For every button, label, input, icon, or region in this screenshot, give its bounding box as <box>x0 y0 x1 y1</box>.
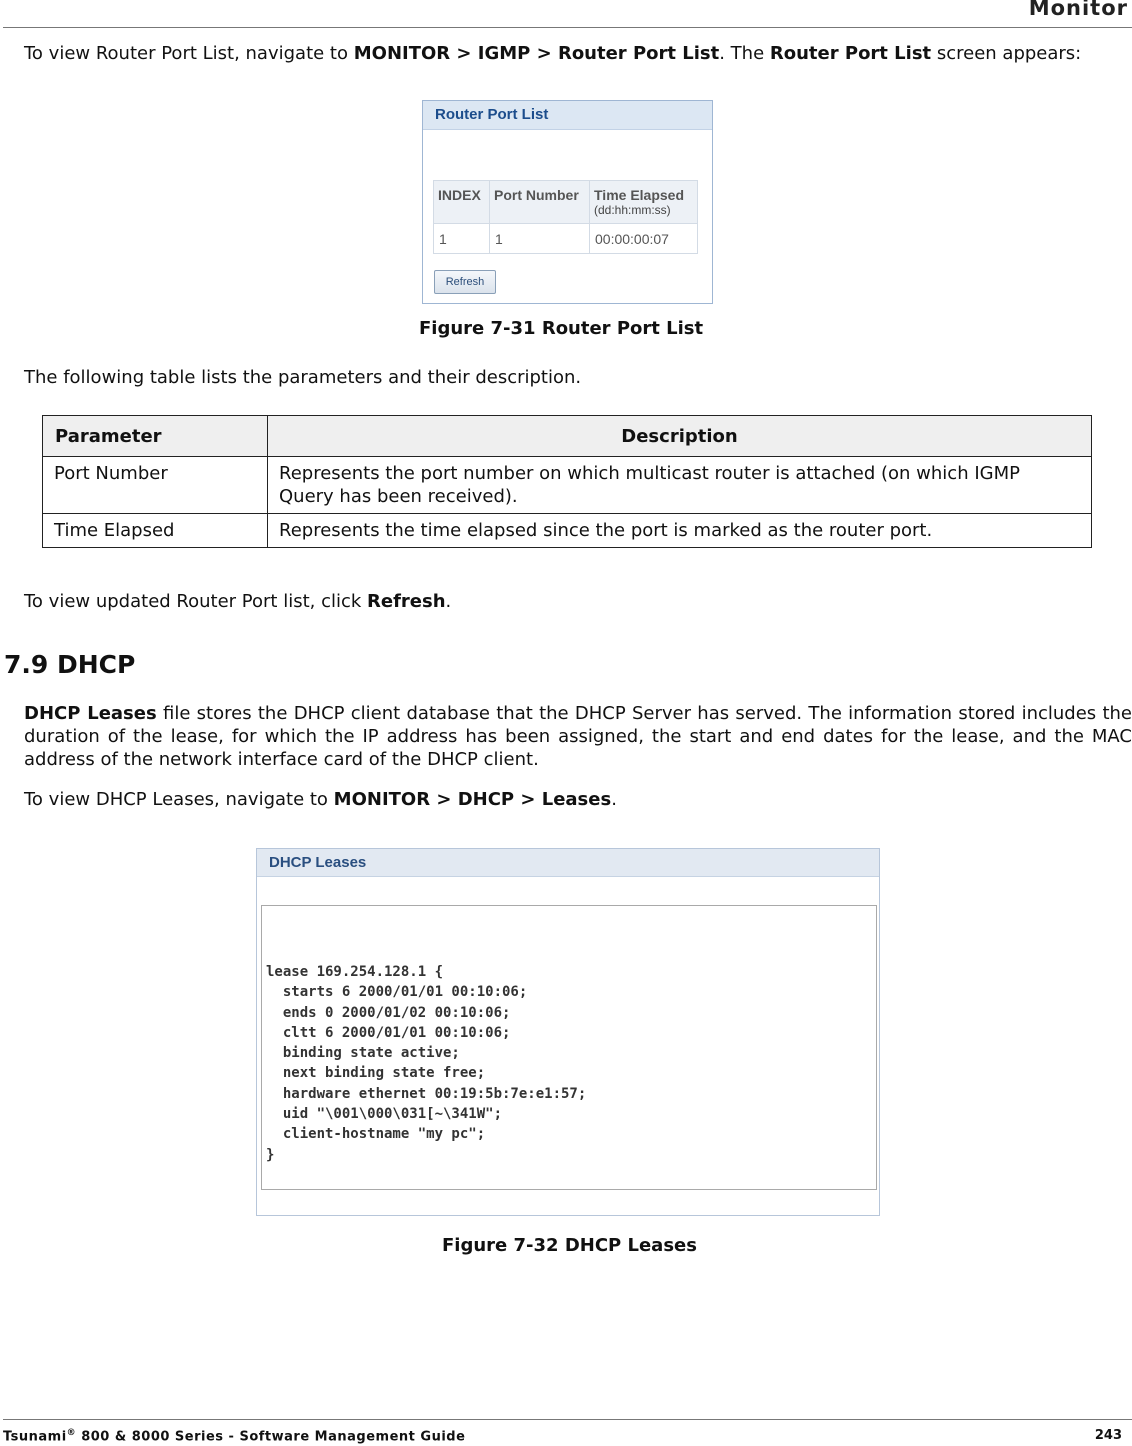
dhcp-leases-term: DHCP Leases <box>24 703 157 724</box>
running-header: Monitor <box>1028 0 1128 20</box>
cell-index: 1 <box>434 224 490 254</box>
dhcp-nav-path: MONITOR > DHCP > Leases <box>333 789 612 810</box>
lease-textarea[interactable] <box>261 905 877 1190</box>
dhcp-description <box>24 702 1132 771</box>
parameter-table-header <box>43 416 1092 457</box>
lease-content: lease 169.254.128.1 { starts 6 2000/01/01 00:10:06; ends 0 2000/01/02 00:10:06; cltt 6 2000/01/01 00:10:06; binding state active; next binding state free; hardware ethernet 00:19:5b:7e:e1:57; uid "\001\000\031[~\341W"; client-hostname "my pc"; } <box>266 964 587 1163</box>
dhcp-leases-figure <box>256 848 880 1216</box>
dhcp-description-text: file stores the DHCP client database that the DHCP Server has served. The information stored includes the duration of the lease, for which the IP address has been assigned, the start and end dates for the lease, and the MAC address of the network interface card of the DHCP client. <box>24 703 1132 770</box>
router-port-table <box>433 180 698 254</box>
footer-guide-title <box>3 1428 465 1444</box>
param-name: Port Number <box>43 457 268 514</box>
figure2-caption: Figure 7-32 DHCP Leases <box>442 1235 697 1256</box>
refresh-note <box>24 590 451 613</box>
col-time-elapsed-label: Time Elapsed <box>594 187 685 203</box>
header-rule <box>3 27 1132 28</box>
section-heading: 7.9 DHCP <box>4 650 136 679</box>
intro-paragraph <box>24 42 1081 65</box>
dhcp-nav-end: . <box>611 789 617 810</box>
time-format-hint: (dd:hh:mm:ss) <box>594 203 671 217</box>
router-port-table-header <box>434 181 698 224</box>
table-row <box>43 457 1092 514</box>
param-name: Time Elapsed <box>43 514 268 548</box>
dhcp-nav-paragraph <box>24 788 617 811</box>
parameter-table <box>42 415 1092 548</box>
col-index: INDEX <box>434 181 490 224</box>
cell-port: 1 <box>490 224 590 254</box>
footer-reg-mark: ® <box>66 1428 77 1438</box>
dhcp-leases-panel-title: DHCP Leases <box>257 849 879 877</box>
intro-text-3: screen appears: <box>931 43 1082 64</box>
intro-nav-path: MONITOR > IGMP > Router Port List <box>353 43 720 64</box>
page-number: 243 <box>1094 1428 1122 1443</box>
table-row <box>434 224 698 254</box>
header-description: Description <box>268 416 1092 457</box>
param-description: Represents the time elapsed since the port is marked as the router port. <box>268 514 1092 548</box>
figure1-caption: Figure 7-31 Router Port List <box>419 318 704 339</box>
table-row <box>43 514 1092 548</box>
col-time-elapsed <box>590 181 698 224</box>
col-port-number: Port Number <box>490 181 590 224</box>
router-port-list-panel-title: Router Port List <box>423 101 712 130</box>
footer-rule <box>3 1419 1132 1420</box>
intro-text-2: . The <box>719 43 770 64</box>
cell-elapsed: 00:00:00:07 <box>590 224 698 254</box>
router-port-list-figure <box>422 100 713 304</box>
intro-text-1: To view Router Port List, navigate to <box>24 43 354 64</box>
header-parameter: Parameter <box>43 416 268 457</box>
refresh-button[interactable]: Refresh <box>434 270 496 294</box>
footer-brand: Tsunami <box>3 1429 67 1445</box>
dhcp-nav-text: To view DHCP Leases, navigate to <box>24 789 334 810</box>
param-description: Represents the port number on which multicast router is attached (on which IGMP Query has been received). <box>268 457 1092 514</box>
refresh-note-bold: Refresh <box>367 591 446 612</box>
refresh-note-text: To view updated Router Port list, click <box>24 591 368 612</box>
intro-screen-name: Router Port List <box>769 43 932 64</box>
table-intro: The following table lists the parameters and their description. <box>24 367 582 388</box>
footer-guide-name: 800 & 8000 Series - Software Management Guide <box>76 1429 466 1445</box>
refresh-note-end: . <box>445 591 452 612</box>
